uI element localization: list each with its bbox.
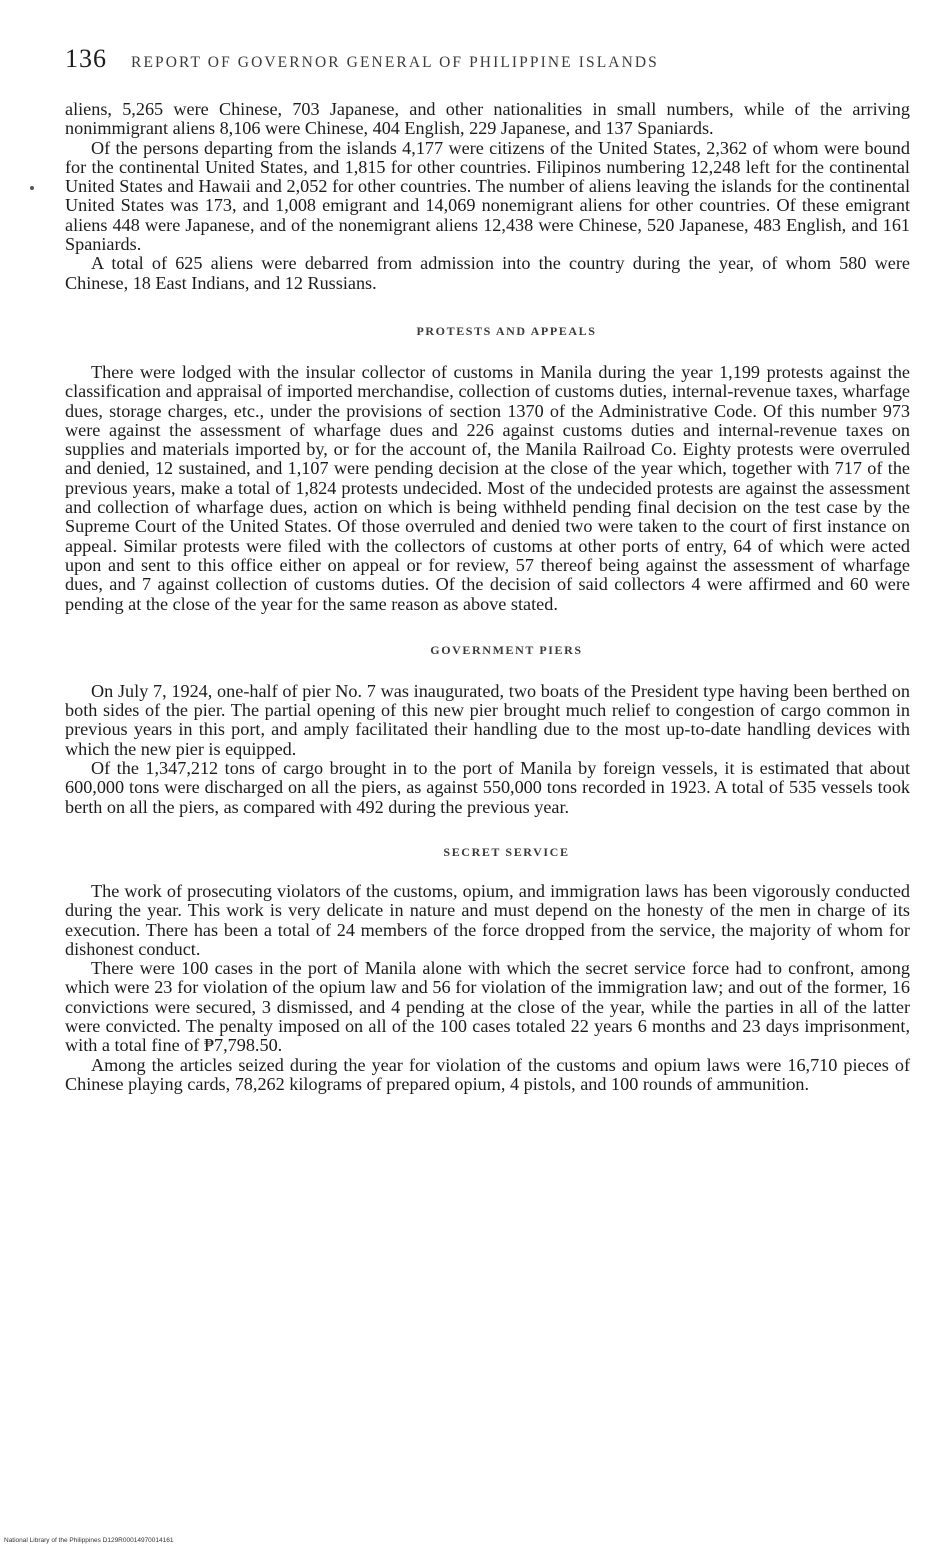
paragraph-aliens-arriving: aliens, 5,265 were Chinese, 703 Japanese, and other nationalities in small numbers, while of the arriving nonimmigrant aliens 8,106 were Chinese, 404 English, 229 Japanese, and 137 Spaniards. bbox=[65, 99, 910, 139]
page-number: 136 bbox=[65, 44, 107, 73]
heading-secret-service: SECRET SERVICE bbox=[443, 844, 570, 859]
heading-government-piers: GOVERNMENT PIERS bbox=[430, 642, 583, 657]
document-page bbox=[65, 44, 910, 1094]
paragraph-cargo-tonnage: Of the 1,347,212 tons of cargo brought in to the port of Manila by foreign vessels, it is estimated that about 600,000 tons were discharged on all the piers, as against 550,000 tons recorded in 1923. A total of 535 vessels took berth on all the piers, as compared with 492 during the previous year. bbox=[65, 758, 910, 817]
heading-protests-and-appeals: PROTESTS AND APPEALS bbox=[416, 323, 597, 338]
running-head: REPORT OF GOVERNOR GENERAL OF PHILIPPINE ISLANDS bbox=[131, 54, 659, 71]
paragraph-articles-seized: Among the articles seized during the year for violation of the customs and opium laws were 16,710 pieces of Chinese playing cards, 78,262 kilograms of prepared opium, 4 pistols, and 100 rounds of ammunition. bbox=[65, 1054, 910, 1094]
scan-speck bbox=[30, 186, 34, 190]
page-header bbox=[65, 44, 910, 84]
paragraph-secret-service-cases: There were 100 cases in the port of Manila alone with which the secret service force had to confront, among which were 23 for violation of the opium law and 56 for violation of the immigration law; and out of the former, 16 convictions were secured, 3 dismissed, and 4 pending at the close of the year, while the parties in all of the latter were convicted. The penalty imposed on all of the 100 cases totaled 22 years 6 months and 23 days imprisonment, with a total fine of ₱7,798.50. bbox=[65, 958, 910, 1056]
paragraph-persons-departing: Of the persons departing from the islands 4,177 were citizens of the United States, 2,362 of whom were bound for the continental United States, and 1,815 for other countries. Filipinos numbering 12,248 left for the continental United States and Hawaii and 2,052 for other countries. The number of aliens leaving the islands for the continental United States was 173, and 1,008 emigrant and 14,069 nonemigrant aliens for other countries. Of these emigrant aliens 448 were Japanese, and of the nonemigrant aliens 12,438 were Chinese, 520 Japanese, 483 English, and 161 Spaniards. bbox=[65, 137, 910, 255]
paragraph-aliens-debarred: A total of 625 aliens were debarred from admission into the country during the year, of whom 580 were Chinese, 18 East Indians, and 12 Russians. bbox=[65, 253, 910, 293]
paragraph-pier-inauguration: On July 7, 1924, one-half of pier No. 7 was inaugurated, two boats of the President type having been berthed on both sides of the pier. The partial opening of this new pier brought much relief to congestion of cargo common in previous years in this port, and amply facilitated their handling due to the most up-to-date handling devices with which the new pier is equipped. bbox=[65, 680, 910, 759]
scan-footer: National Library of the Philippines D129R00014970014161 bbox=[4, 1537, 174, 1544]
paragraph-secret-service-work: The work of prosecuting violators of the customs, opium, and immigration laws has been vigorously conducted during the year. This work is very delicate in nature and must depend on the honesty of the men in charge of its execution. There has been a total of 24 members of the force dropped from the service, the majority of whom for dishonest conduct. bbox=[65, 880, 910, 959]
paragraph-protests: There were lodged with the insular collector of customs in Manila during the year 1,199 protests against the classification and appraisal of imported merchandise, collection of customs duties, internal-revenue taxes, wharfage dues, storage charges, etc., under the provisions of section 1370 of the Administrative Code. Of this number 973 were against the assessment of wharfage dues and 226 against customs duties and internal-revenue taxes on supplies and materials imported by, or for the account of, the Manila Railroad Co. Eighty protests were overruled and denied, 12 sustained, and 1,107 were pending decision at the close of the year which, together with 717 of the previous years, make a total of 1,824 protests undecided. Most of the undecided protests are against the assessment and collection of wharfage dues, action on which is being withheld pending final decision on the test case by the Supreme Court of the United States. Of those overruled and denied two were taken to the court of first instance on appeal. Similar protests were filed with the collectors of customs at other ports of entry, 64 of which were acted upon and sent to this office either on appeal or for review, 57 thereof being against the assessment of wharfage dues, and 7 against collection of customs duties. Of the decision of said collectors 4 were affirmed and 60 were pending at the close of the year for the same reason as above stated. bbox=[65, 361, 910, 614]
